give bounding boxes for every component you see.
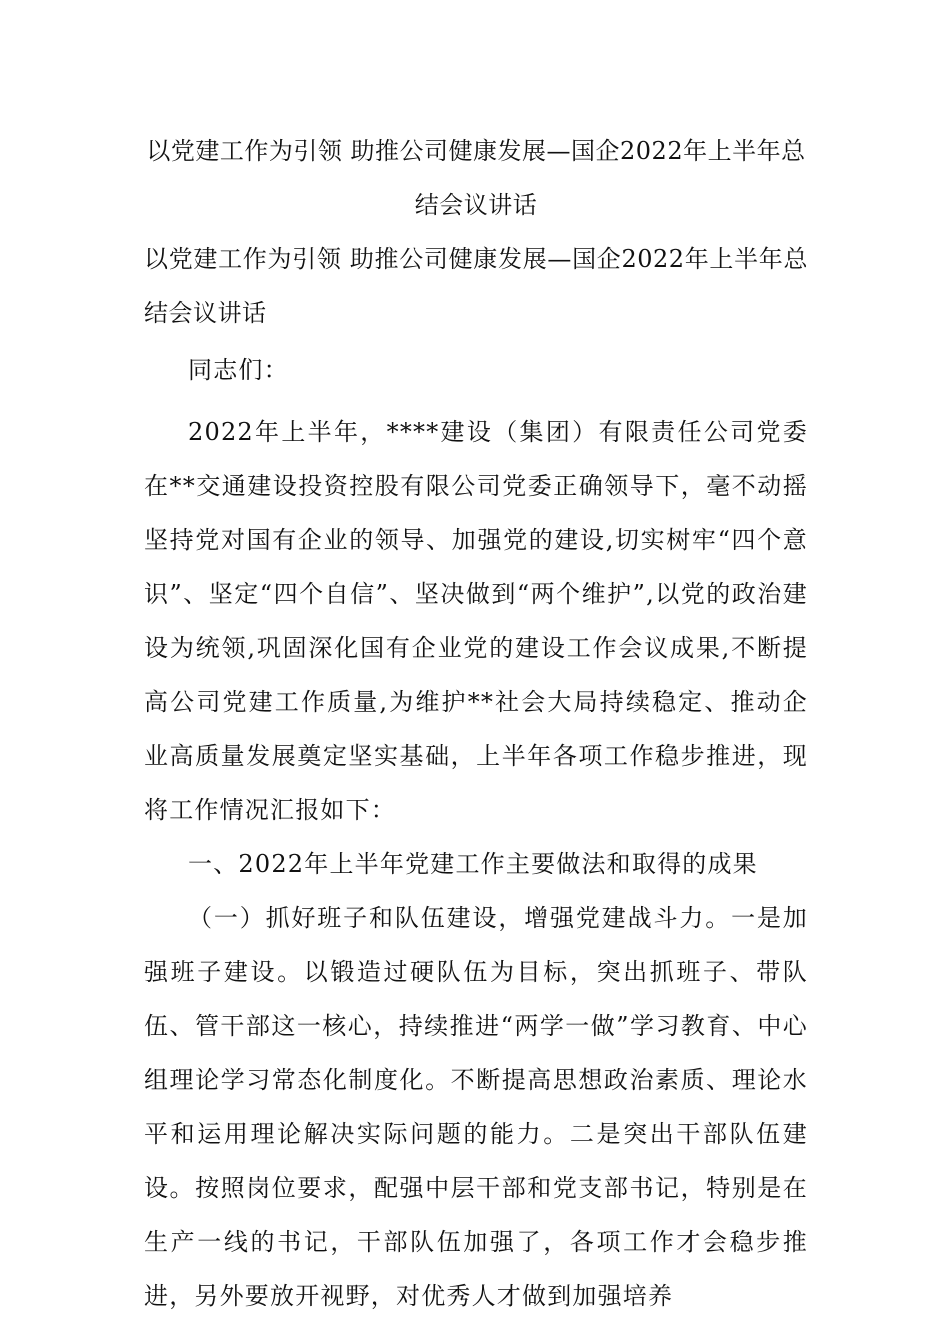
- greeting: 同志们：: [188, 356, 289, 384]
- document-subtitle: 以党建工作为引领 助推公司健康发展—国企2022年上半年总结会议讲话: [144, 245, 808, 327]
- paragraph-intro: 2022年上半年，****建设（集团）有限责任公司党委在**交通建设投资控股有限公司党委正确领导下，毫不动摇坚持党对国有企业的领导、加强党的建设,切实树牢“四个意识”、坚定“四个自信”、坚决做到“两个维护”,以党的政治建设为统领,巩固深化国有企业党的建设工作会议成果,不断提高公司党建工作质量,为维护**社会大局持续稳定、推动企业高质量发展奠定坚实基础，上半年各项工作稳步推进，现将工作情况汇报如下：: [144, 418, 808, 824]
- paragraph-section-1-1: （一）抓好班子和队伍建设，增强党建战斗力。一是加强班子建设。以锻造过硬队伍为目标，突出抓班子、带队伍、管干部这一核心，持续推进“两学一做”学习教育、中心组理论学习常态化制度化。不断提高思想政治素质、理论水平和运用理论解决实际问题的能力。二是突出干部队伍建设。按照岗位要求，配强中层干部和党支部书记，特别是在生产一线的书记，干部队伍加强了，各项工作才会稳步推进，另外要放开视野，对优秀人才做到加强培养: [144, 904, 808, 1310]
- document-title: 以党建工作为引领 助推公司健康发展—国企2022年上半年总结会议讲话: [146, 137, 806, 219]
- section-heading-1: 一、2022年上半年党建工作主要做法和取得的成果: [188, 850, 758, 878]
- document-body: [144, 124, 808, 1323]
